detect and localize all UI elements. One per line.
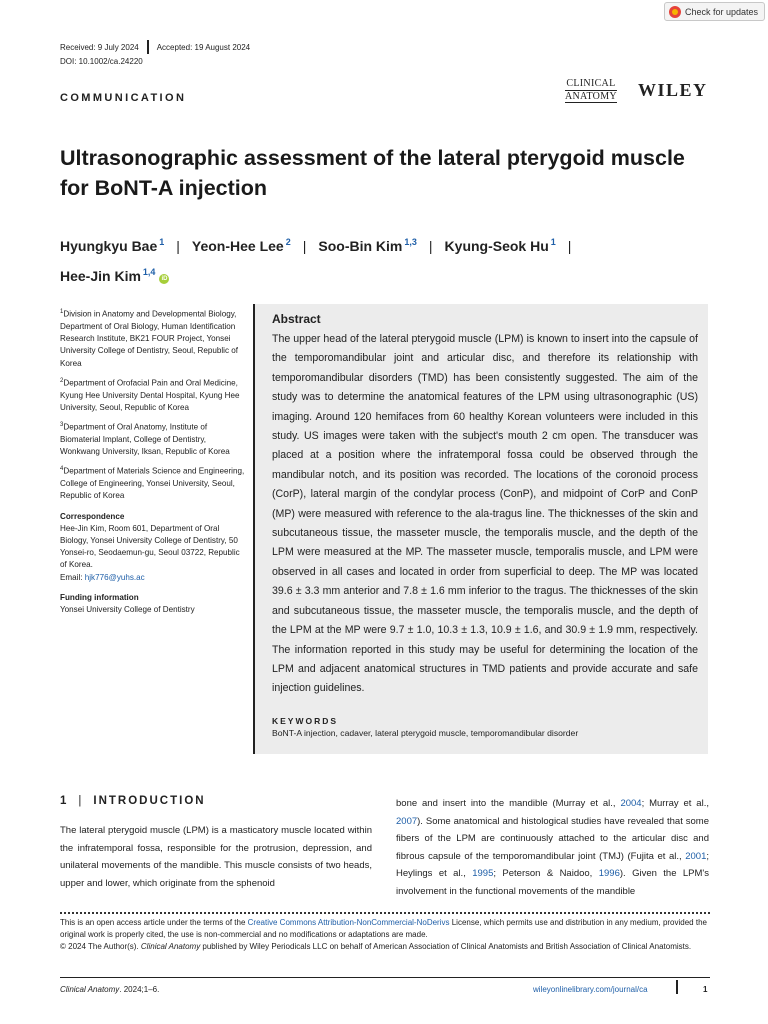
keywords-heading: KEYWORDS xyxy=(272,715,339,726)
author-list: Hyungkyu Bae $^1$ | Yeon-Hee Lee $^2$ | Soo-Bin Kim $^{1,3}$ | Kyung-Seok Hu $^1$ | Hee-Jin Kim $^{1,4}$iD xyxy=(60,237,572,284)
crossmark-icon xyxy=(669,6,681,18)
author-name[interactable]: Hee-Jin Kim $^{1,4}$ xyxy=(60,267,156,284)
page-number: 1 xyxy=(703,985,708,994)
license-notice: This is an open access article under the terms of the Creative Commons Attribution-NonCommercial-NoDerivs License, which permits use and distribution in any medium, provided the original work is properly cited, the use is non-commercial and no modifications or adaptations are made. © 2024 The Author(s). Clinical Anatomy published by Wiley Periodicals LLC on behalf of American Association of Clinical Anatomists and British Association of Clinical Anatomists. xyxy=(60,918,707,952)
cc-license-link[interactable]: Creative Commons Attribution-NonCommercial-NoDerivs xyxy=(247,918,450,927)
footer-separator xyxy=(676,980,678,994)
left-column xyxy=(60,795,372,892)
article-dates xyxy=(60,40,250,54)
check-for-updates-button[interactable] xyxy=(664,2,765,21)
author-name[interactable]: Hyungkyu Bae $^1$ xyxy=(60,237,165,254)
reference-link[interactable]: 1995 xyxy=(472,868,494,880)
received-date: Received: 9 July 2024 xyxy=(60,42,139,52)
reference-link[interactable]: 1996 xyxy=(598,868,620,880)
reference-link[interactable]: 2007 xyxy=(396,815,418,827)
license-divider xyxy=(60,912,710,914)
affiliation: $^4$Department of Materials Science and Engineering, College of Engineering, Yonsei University, Seoul, Republic of Korea xyxy=(60,466,245,501)
keywords: BoNT-A injection, cadaver, lateral pterygoid muscle, temporomandibular disorder xyxy=(272,727,579,738)
author-name[interactable]: Soo-Bin Kim $^{1,3}$ xyxy=(318,237,417,254)
journal-url-link[interactable]: wileyonlinelibrary.com/journal/ca xyxy=(533,985,648,994)
check-for-updates-label: Check for updates xyxy=(684,6,758,17)
right-column xyxy=(396,795,709,901)
author-name[interactable]: Yeon-Hee Lee $^2$ xyxy=(191,237,291,254)
funding-text: Yonsei University College of Dentistry xyxy=(60,605,195,615)
correspondence-heading: Correspondence xyxy=(60,511,125,521)
abstract-text: The upper head of the lateral pterygoid muscle (LPM) is known to insert into the capsule of the temporomandibular joint and articular disc, and therefore its relationship with temporomandibular disorders (TMD) has been consistently suggested. The aim of the study was to determine the anatomical features of the LPM using ultrasonographic (US) imaging. Around 120 hemifaces from 60 healthy Korean volunteers were included in this study. US images were taken with the subject's mouth 2 cm open. The transducer was placed at a position where the infratemporal fossa could be observed through the mandibular notch, and its position was recorded. The locations of the coronoid process (CorP), lateral margin of the condylar process (ConP), and midpoint of CorP and ConP (MP) were measured with reference to the ala-tragus line. The thicknesses of the skin and subcutaneous tissue, the masseter muscle, the temporalis muscle, and the depth of the LPM were measured at the MP. The masseter muscle, temporalis muscle, and LPM were observed in all cases and located in order from superficial to deep. The MP was located 39.6 ± 3.3 mm anterior and 7.8 ± 1.6 mm inferior to the tragus. The thicknesses of the skin and subcutaneous tissue, the masseter muscle, the temporalis muscle, and the depth of the LPM at the MP were 9.7 ± 1.0, 10.3 ± 1.3, 10.9 ± 1.6, and 30.9 ± 1.9 mm, respectively. The information reported in this study may be useful for determining the location of the LPM and adjacent anatomical structures in TMD patients and provide accurate and safe injection guidelines. xyxy=(272,333,698,695)
affiliations xyxy=(60,306,245,621)
author-name[interactable]: Kyung-Seok Hu $^1$ xyxy=(444,237,556,254)
footer-citation: Clinical Anatomy. 2024;1–6. xyxy=(60,985,160,994)
body-paragraph: The lateral pterygoid muscle (LPM) is a masticatory muscle located within the infratemporal fossa, responsible for the protrusion, depression, and unilateral movements of the mandible. This muscle consists of two heads, upper and lower, which originate from the sphenoid xyxy=(60,825,372,889)
orcid-icon[interactable]: iD xyxy=(161,276,168,282)
clinical-anatomy-logo: CLINICAL ANATOMY xyxy=(565,78,617,102)
affiliation: $^2$Department of Orofacial Pain and Oral Medicine, Kyung Hee University Dental Hospital, Kyung Hee University, Seoul, Republic of Korea xyxy=(60,377,240,412)
reference-link[interactable]: 2001 xyxy=(685,850,707,862)
email-link[interactable]: hjk776@yuhs.ac xyxy=(84,572,145,582)
accepted-date: Accepted: 19 August 2024 xyxy=(156,42,251,52)
introduction-heading: 1 | INTRODUCTION xyxy=(60,795,206,807)
correspondence-text: Hee-Jin Kim, Room 601, Department of Oral Biology, Yonsei University College of Dentistry, 50 Yonsei-ro, Seodaemun-gu, Seoul 03722, Republic of Korea. Email: hjk776@yuhs.ac xyxy=(60,523,240,582)
footer-divider xyxy=(60,977,710,978)
abstract-box xyxy=(253,304,708,754)
wiley-logo: WILEY xyxy=(638,80,708,100)
affiliation: $^1$Division in Anatomy and Developmental Biology, Department of Oral Biology, Human Identification Research Institute, BK21 FOUR Project, Yonsei University College of Dentistry, Seoul, Republic of Korea xyxy=(60,309,238,368)
affiliation: $^3$Department of Oral Anatomy, Institute of Biomaterial Implant, College of Dentistry, Wonkwang University, Iksan, Republic of Korea xyxy=(60,422,230,457)
doi: DOI: 10.1002/ca.24220 xyxy=(60,57,143,66)
date-separator xyxy=(147,40,149,54)
reference-link[interactable]: 2004 xyxy=(620,798,642,809)
body-paragraph: bone and insert into the mandible (Murray et al., 2004; Murray et al., 2007). Some anatomical and histological studies have revealed that some fibers of the LPM are continuously attached to the articular disc and fibrous capsule of the temporomandibular joint (TMJ) (Fujita et al., 2001; Heylings et al., 1995; Peterson & Naidoo, 1996). Given the LPM's involvement in the functional movements of the mandible xyxy=(396,798,709,897)
funding-heading: Funding information xyxy=(60,592,139,602)
abstract-heading: Abstract xyxy=(272,312,321,326)
article-type: COMMUNICATION xyxy=(60,92,187,104)
article-title: Ultrasonographic assessment of the lateral pterygoid muscle for BoNT-A injection xyxy=(60,146,685,200)
